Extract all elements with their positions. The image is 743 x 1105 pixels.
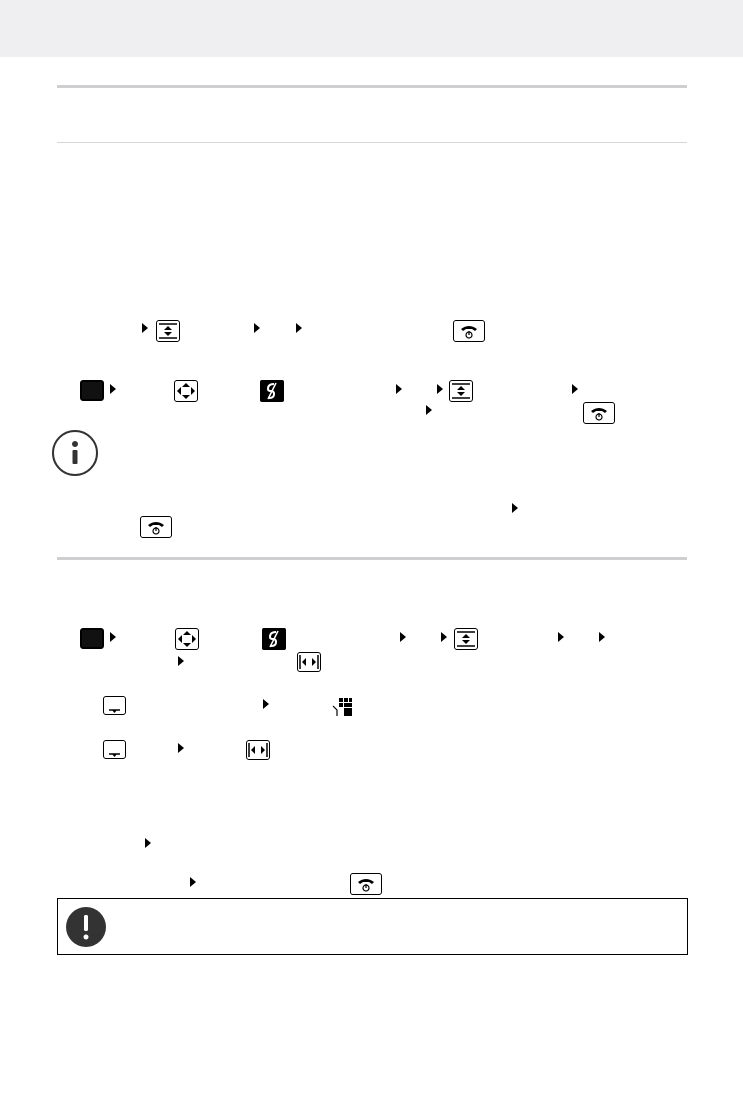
- menu-key-icon: [80, 380, 104, 401]
- step-arrow-icon: [441, 632, 447, 642]
- menu-key-icon: [80, 628, 104, 649]
- step-arrow-icon: [296, 323, 302, 333]
- step-arrow-icon: [110, 632, 116, 642]
- warning-box: [57, 898, 688, 955]
- step-arrow-icon: [178, 743, 184, 753]
- nav-left-right-key-icon: [246, 740, 270, 760]
- nav-up-down-key-icon: [449, 380, 473, 402]
- settings-symbol-icon: [262, 628, 286, 650]
- step-arrow-icon: [400, 632, 406, 642]
- nav-four-way-key-icon: [174, 380, 198, 402]
- end-call-key-icon: [350, 873, 382, 895]
- step-arrow-icon: [254, 323, 260, 333]
- step-arrow-icon: [178, 656, 184, 666]
- step-arrow-icon: [572, 384, 578, 394]
- end-call-key-icon: [583, 402, 615, 424]
- nav-up-down-key-icon: [454, 628, 478, 650]
- settings-symbol-icon: [260, 380, 284, 402]
- step-arrow-icon: [558, 632, 564, 642]
- keypad-icon: [331, 696, 353, 718]
- section-rule: [57, 557, 687, 560]
- step-arrow-icon: [599, 632, 605, 642]
- step-arrow-icon: [142, 323, 148, 333]
- step-arrow-icon: [437, 384, 443, 394]
- step-arrow-icon: [190, 877, 196, 887]
- softkey-icon: [103, 696, 126, 715]
- exclamation-icon: [66, 907, 106, 947]
- step-arrow-icon: [426, 405, 432, 415]
- info-icon: [52, 430, 98, 476]
- page-header-band: [0, 0, 743, 57]
- step-arrow-icon: [145, 838, 151, 848]
- nav-four-way-key-icon: [175, 628, 199, 650]
- step-arrow-icon: [110, 384, 116, 394]
- section-rule-thin: [57, 142, 687, 143]
- section-rule: [57, 85, 687, 88]
- step-arrow-icon: [512, 503, 518, 513]
- step-arrow-icon: [263, 699, 269, 709]
- end-call-key-icon: [453, 320, 485, 342]
- step-arrow-icon: [396, 384, 402, 394]
- softkey-icon: [103, 740, 126, 759]
- nav-left-right-key-icon: [297, 652, 321, 672]
- end-call-key-icon: [140, 516, 172, 538]
- nav-up-down-key-icon: [156, 320, 180, 342]
